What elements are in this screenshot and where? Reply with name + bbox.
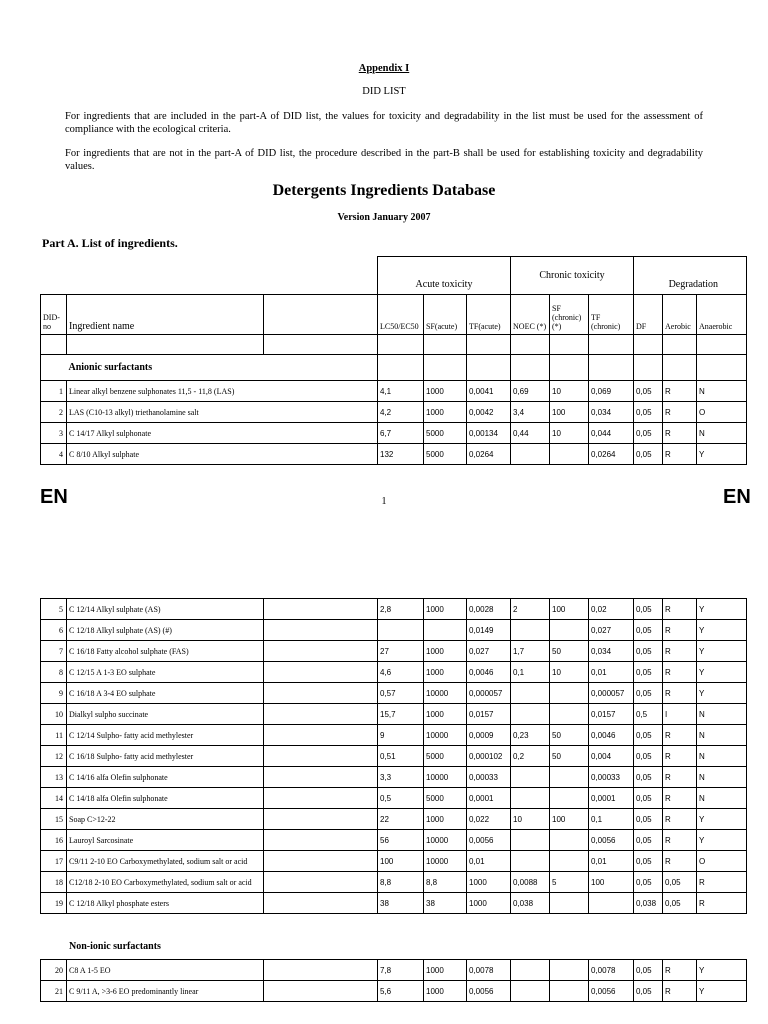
nonionic-section-title: Non-ionic surfactants [69,941,161,952]
table-row [41,809,747,830]
tf-chronic-cell: 0,0264 [589,444,634,465]
ingredient-name-cell: C9/11 2-10 EO Carboxymethylated, sodium salt or acid [67,851,264,872]
acute-toxicity-header: Acute toxicity [378,257,511,295]
table-row [41,444,747,465]
table-header [40,256,747,355]
ingredient-name-cell: C 12/14 Alkyl sulphate (AS) [67,599,264,620]
noec-cell: 2 [511,599,550,620]
ingredient-name-cell: C 14/18 alfa Olefin sulphonate [67,788,264,809]
tf-chronic-cell: 0,027 [589,620,634,641]
did-number-cell: 12 [41,746,67,767]
appendix-title: Appendix I [358,63,410,74]
df-cell: 0,05 [634,851,663,872]
did-number-cell: 14 [41,788,67,809]
noec-cell [511,960,550,981]
spacer-cell [264,981,378,1002]
did-number-cell: 1 [41,381,67,402]
table-row [41,830,747,851]
did-number-cell: 21 [41,981,67,1002]
part-a-title: Part A. List of ingredients. [42,236,178,250]
did-number-cell: 10 [41,704,67,725]
did-number-cell: 13 [41,767,67,788]
noec-header: NOEC (*) [511,295,550,335]
tf-chronic-cell: 0,034 [589,402,634,423]
tf-chronic-cell: 0,034 [589,641,634,662]
tf-acute-cell: 0,0046 [467,662,511,683]
sf-acute-cell: 1000 [424,402,467,423]
tf-acute-cell: 0,0264 [467,444,511,465]
sf-chronic-cell: 100 [550,809,589,830]
df-cell: 0,05 [634,809,663,830]
sf-chronic-cell: 10 [550,662,589,683]
lc50-cell: 27 [378,641,424,662]
tf-chronic-cell: 100 [589,872,634,893]
tf-acute-cell: 0,0078 [467,960,511,981]
table-row [41,599,747,620]
lc50-cell: 7,8 [378,960,424,981]
anionic-section-title: Anionic surfactants [67,355,378,381]
tf-chronic-cell: 0,000057 [589,683,634,704]
lc50-cell: 100 [378,851,424,872]
sf-acute-cell: 1000 [424,641,467,662]
ingredient-name-cell: C 16/18 Fatty alcohol sulphate (FAS) [67,641,264,662]
anaerobic-cell: Y [697,809,747,830]
tf-acute-cell: 0,0149 [467,620,511,641]
aerobic-cell: R [663,620,697,641]
lc50-cell: 3,3 [378,767,424,788]
spacer-cell [264,641,378,662]
table-row [41,872,747,893]
spacer-cell [264,662,378,683]
table-row [41,683,747,704]
table-row [41,725,747,746]
df-cell: 0,05 [634,830,663,851]
noec-cell [511,851,550,872]
tf-acute-cell: 0,022 [467,809,511,830]
ingredient-name-cell: C 14/17 Alkyl sulphonate [67,423,378,444]
sf-acute-cell: 8,8 [424,872,467,893]
did-number-cell: 11 [41,725,67,746]
aerobic-cell: R [663,381,697,402]
tf-acute-cell: 0,0042 [467,402,511,423]
df-cell: 0,05 [634,981,663,1002]
noec-cell [511,704,550,725]
lc50-cell: 4,2 [378,402,424,423]
lc50-cell: 2,8 [378,599,424,620]
aerobic-cell: R [663,746,697,767]
tf-chronic-cell: 0,0056 [589,830,634,851]
aerobic-cell: R [663,981,697,1002]
page-number: 1 [381,496,387,507]
sf-chronic-cell: 100 [550,402,589,423]
ingredient-name-cell: C 12/14 Sulpho- fatty acid methylester [67,725,264,746]
spacer-cell [264,851,378,872]
table-row [41,960,747,981]
noec-cell [511,444,550,465]
sf-acute-cell: 10000 [424,830,467,851]
sf-acute-cell: 5000 [424,746,467,767]
df-cell: 0,05 [634,746,663,767]
anaerobic-cell: Y [697,830,747,851]
spacer-cell [264,767,378,788]
did-number-cell: 20 [41,960,67,981]
table-row [41,746,747,767]
aerobic-cell: 0,05 [663,872,697,893]
spacer-cell [264,809,378,830]
ingredient-name-cell: C 9/11 A, >3-6 EO predominantly linear [67,981,264,1002]
tf-acute-header: TF(acute) [467,295,511,335]
noec-cell: 0,44 [511,423,550,444]
spacer-cell [264,830,378,851]
sf-chronic-cell [550,830,589,851]
tf-acute-cell: 0,0157 [467,704,511,725]
ingredient-name-cell: Lauroyl Sarcosinate [67,830,264,851]
df-cell: 0,05 [634,402,663,423]
anaerobic-cell: Y [697,662,747,683]
lc50-cell: 9 [378,725,424,746]
did-list-title: DID LIST [362,86,406,97]
spacer-cell [264,725,378,746]
did-number-cell: 7 [41,641,67,662]
df-cell: 0,05 [634,960,663,981]
df-cell: 0,05 [634,423,663,444]
aerobic-cell: R [663,725,697,746]
lc50-cell: 56 [378,830,424,851]
sf-acute-cell: 1000 [424,599,467,620]
footer-en-left: EN [40,486,68,508]
tf-chronic-cell: 0,0001 [589,788,634,809]
ingredient-name-cell: C 14/16 alfa Olefin sulphonate [67,767,264,788]
sf-acute-cell: 1000 [424,960,467,981]
lc50-cell: 6,7 [378,423,424,444]
tf-acute-cell: 0,00033 [467,767,511,788]
table-row [41,704,747,725]
aerobic-cell: R [663,851,697,872]
df-cell: 0,05 [634,444,663,465]
anaerobic-cell: N [697,704,747,725]
sf-chronic-cell [550,683,589,704]
df-cell: 0,05 [634,788,663,809]
df-cell: 0,038 [634,893,663,914]
lc50-cell: 4,1 [378,381,424,402]
ingredient-name-cell: C 8/10 Alkyl sulphate [67,444,378,465]
aerobic-cell: 0,05 [663,893,697,914]
sf-acute-cell: 1000 [424,381,467,402]
did-number-cell: 6 [41,620,67,641]
aerobic-cell: R [663,641,697,662]
sf-chronic-cell: 50 [550,641,589,662]
tf-acute-cell: 0,00134 [467,423,511,444]
did-number-cell: 18 [41,872,67,893]
noec-cell: 0,1 [511,662,550,683]
sf-chronic-cell [550,893,589,914]
df-cell: 0,05 [634,641,663,662]
tf-acute-cell: 0,0001 [467,788,511,809]
noec-cell [511,788,550,809]
tf-acute-cell: 1000 [467,872,511,893]
intro-paragraph-2: For ingredients that are not in the part-A of DID list, the procedure described in the part-B shall be used for establishing toxicity and degradability values. [65,148,703,172]
tf-acute-cell: 0,0056 [467,981,511,1002]
table-row [41,788,747,809]
sf-chronic-cell: 50 [550,746,589,767]
sf-acute-cell: 1000 [424,809,467,830]
did-number-cell: 8 [41,662,67,683]
df-cell: 0,05 [634,767,663,788]
degradation-header: Degradation [634,257,747,295]
spacer-cell [264,893,378,914]
tf-chronic-cell: 0,1 [589,809,634,830]
ingredients-table-page1 [40,354,747,465]
aerobic-cell: R [663,599,697,620]
sf-acute-cell: 1000 [424,981,467,1002]
anaerobic-cell: O [697,851,747,872]
sf-chronic-cell [550,788,589,809]
sf-chronic-cell [550,767,589,788]
lc50-cell: 132 [378,444,424,465]
did-no-header: DID-no [41,295,67,335]
table-row [41,981,747,1002]
spacer-cell [264,872,378,893]
sf-acute-cell: 38 [424,893,467,914]
aerobic-cell: R [663,423,697,444]
noec-cell: 1,7 [511,641,550,662]
tf-acute-cell: 0,0009 [467,725,511,746]
lc50-cell: 0,51 [378,746,424,767]
anaerobic-cell: Y [697,641,747,662]
df-cell: 0,5 [634,704,663,725]
df-cell: 0,05 [634,599,663,620]
aerobic-header: Aerobic [663,295,697,335]
did-number-cell: 16 [41,830,67,851]
spacer-cell [264,746,378,767]
table-row [41,851,747,872]
sf-chronic-cell: 100 [550,599,589,620]
table-row [41,767,747,788]
df-header: DF [634,295,663,335]
did-number-cell: 9 [41,683,67,704]
tf-acute-cell: 0,000102 [467,746,511,767]
did-number-cell: 2 [41,402,67,423]
sf-acute-cell: 5000 [424,444,467,465]
sf-acute-cell: 10000 [424,767,467,788]
ingredient-name-cell: C 16/18 A 3-4 EO sulphate [67,683,264,704]
sf-acute-cell: 1000 [424,704,467,725]
df-cell: 0,05 [634,381,663,402]
tf-chronic-cell: 0,0157 [589,704,634,725]
sf-chronic-header: SF (chronic) (*) [550,295,589,335]
lc50-cell: 38 [378,893,424,914]
ingredient-name-cell: Soap C>12-22 [67,809,264,830]
tf-acute-cell: 0,0028 [467,599,511,620]
aerobic-cell: R [663,402,697,423]
sf-chronic-cell: 10 [550,423,589,444]
tf-chronic-cell: 0,069 [589,381,634,402]
noec-cell [511,620,550,641]
aerobic-cell: R [663,767,697,788]
anaerobic-header: Anaerobic [697,295,747,335]
df-cell: 0,05 [634,872,663,893]
did-number-cell: 5 [41,599,67,620]
tf-acute-cell: 0,01 [467,851,511,872]
df-cell: 0,05 [634,662,663,683]
anaerobic-cell: N [697,746,747,767]
table-row [41,662,747,683]
aerobic-cell: R [663,444,697,465]
lc50-cell [378,620,424,641]
aerobic-cell: R [663,683,697,704]
sf-chronic-cell [550,851,589,872]
did-number-cell: 3 [41,423,67,444]
tf-chronic-cell: 0,02 [589,599,634,620]
tf-acute-cell: 0,0041 [467,381,511,402]
sf-acute-cell: 10000 [424,851,467,872]
noec-cell: 0,038 [511,893,550,914]
lc50-cell: 8,8 [378,872,424,893]
sf-acute-cell [424,620,467,641]
noec-cell: 3,4 [511,402,550,423]
anaerobic-cell: O [697,402,747,423]
ingredient-name-header: Ingredient name [67,295,264,335]
anaerobic-cell: R [697,872,747,893]
tf-acute-cell: 0,0056 [467,830,511,851]
ingredients-table-page2 [40,598,747,914]
table-row [41,423,747,444]
sf-chronic-cell [550,981,589,1002]
sf-chronic-cell: 10 [550,381,589,402]
tf-chronic-cell [589,893,634,914]
sf-chronic-cell [550,704,589,725]
noec-cell [511,683,550,704]
table-row [41,402,747,423]
ingredients-table-nonionic [40,959,747,1002]
sf-acute-cell: 1000 [424,662,467,683]
anaerobic-cell: Y [697,620,747,641]
chronic-toxicity-header: Chronic toxicity [511,257,634,295]
aerobic-cell: R [663,960,697,981]
ingredient-name-cell: C 12/18 Alkyl sulphate (AS) (#) [67,620,264,641]
did-number-cell: 19 [41,893,67,914]
tf-chronic-cell: 0,0078 [589,960,634,981]
did-number-cell: 4 [41,444,67,465]
sf-acute-header: SF(acute) [424,295,467,335]
spacer-cell [264,960,378,981]
noec-cell: 0,69 [511,381,550,402]
tf-acute-cell: 1000 [467,893,511,914]
aerobic-cell: R [663,788,697,809]
anaerobic-cell: N [697,725,747,746]
tf-acute-cell: 0,000057 [467,683,511,704]
noec-cell [511,767,550,788]
tf-chronic-cell: 0,004 [589,746,634,767]
table-row [41,893,747,914]
table-row [41,641,747,662]
aerobic-cell: I [663,704,697,725]
tf-chronic-header: TF (chronic) [589,295,634,335]
lc50-cell: 15,7 [378,704,424,725]
sf-acute-cell: 10000 [424,725,467,746]
did-number-cell: 17 [41,851,67,872]
lc50-cell: 5,6 [378,981,424,1002]
df-cell: 0,05 [634,725,663,746]
spacer-cell [264,704,378,725]
ingredient-name-cell: Dialkyl sulpho succinate [67,704,264,725]
sf-acute-cell: 5000 [424,423,467,444]
version-label: Version January 2007 [337,212,431,223]
sf-acute-cell: 10000 [424,683,467,704]
ingredient-name-cell: C 12/18 Alkyl phosphate esters [67,893,264,914]
ingredient-name-cell: LAS (C10-13 alkyl) triethanolamine salt [67,402,378,423]
noec-cell: 0,0088 [511,872,550,893]
lc50-cell: 22 [378,809,424,830]
spacer-cell [264,599,378,620]
lc50-header: LC50/EC50 [378,295,424,335]
spacer-cell [264,788,378,809]
ingredient-name-cell: C12/18 2-10 EO Carboxymethylated, sodium salt or acid [67,872,264,893]
aerobic-cell: R [663,809,697,830]
footer-en-right: EN [723,486,751,508]
ingredient-name-cell: C 12/15 A 1-3 EO sulphate [67,662,264,683]
anaerobic-cell: N [697,767,747,788]
tf-chronic-cell: 0,0046 [589,725,634,746]
ingredient-name-cell: C8 A 1-5 EO [67,960,264,981]
anaerobic-cell: N [697,788,747,809]
anaerobic-cell: Y [697,960,747,981]
lc50-cell: 0,57 [378,683,424,704]
sf-chronic-cell [550,960,589,981]
tf-chronic-cell: 0,044 [589,423,634,444]
database-title: Detergents Ingredients Database [272,182,496,199]
df-cell: 0,05 [634,620,663,641]
spacer-cell [264,620,378,641]
noec-cell: 10 [511,809,550,830]
tf-acute-cell: 0,027 [467,641,511,662]
spacer-cell [264,683,378,704]
df-cell: 0,05 [634,683,663,704]
tf-chronic-cell: 0,01 [589,662,634,683]
tf-chronic-cell: 0,00033 [589,767,634,788]
intro-paragraph-1: For ingredients that are included in the part-A of DID list, the values for toxicity and degradability in the list must be used for the assessment of compliance with the ecological criteria. [65,111,703,135]
lc50-cell: 4,6 [378,662,424,683]
sf-chronic-cell [550,444,589,465]
table-row [41,381,747,402]
anaerobic-cell: R [697,893,747,914]
ingredient-name-cell: C 16/18 Sulpho- fatty acid methylester [67,746,264,767]
noec-cell [511,981,550,1002]
anaerobic-cell: Y [697,444,747,465]
aerobic-cell: R [663,830,697,851]
sf-chronic-cell: 5 [550,872,589,893]
noec-cell: 0,23 [511,725,550,746]
ingredient-name-cell: Linear alkyl benzene sulphonates 11,5 - 11,8 (LAS) [67,381,378,402]
anaerobic-cell: N [697,381,747,402]
aerobic-cell: R [663,662,697,683]
lc50-cell: 0,5 [378,788,424,809]
noec-cell [511,830,550,851]
noec-cell: 0,2 [511,746,550,767]
sf-acute-cell: 5000 [424,788,467,809]
anaerobic-cell: Y [697,683,747,704]
did-number-cell: 15 [41,809,67,830]
table-row [41,620,747,641]
anaerobic-cell: N [697,423,747,444]
tf-chronic-cell: 0,01 [589,851,634,872]
sf-chronic-cell: 50 [550,725,589,746]
anaerobic-cell: Y [697,981,747,1002]
tf-chronic-cell: 0,0056 [589,981,634,1002]
anaerobic-cell: Y [697,599,747,620]
sf-chronic-cell [550,620,589,641]
